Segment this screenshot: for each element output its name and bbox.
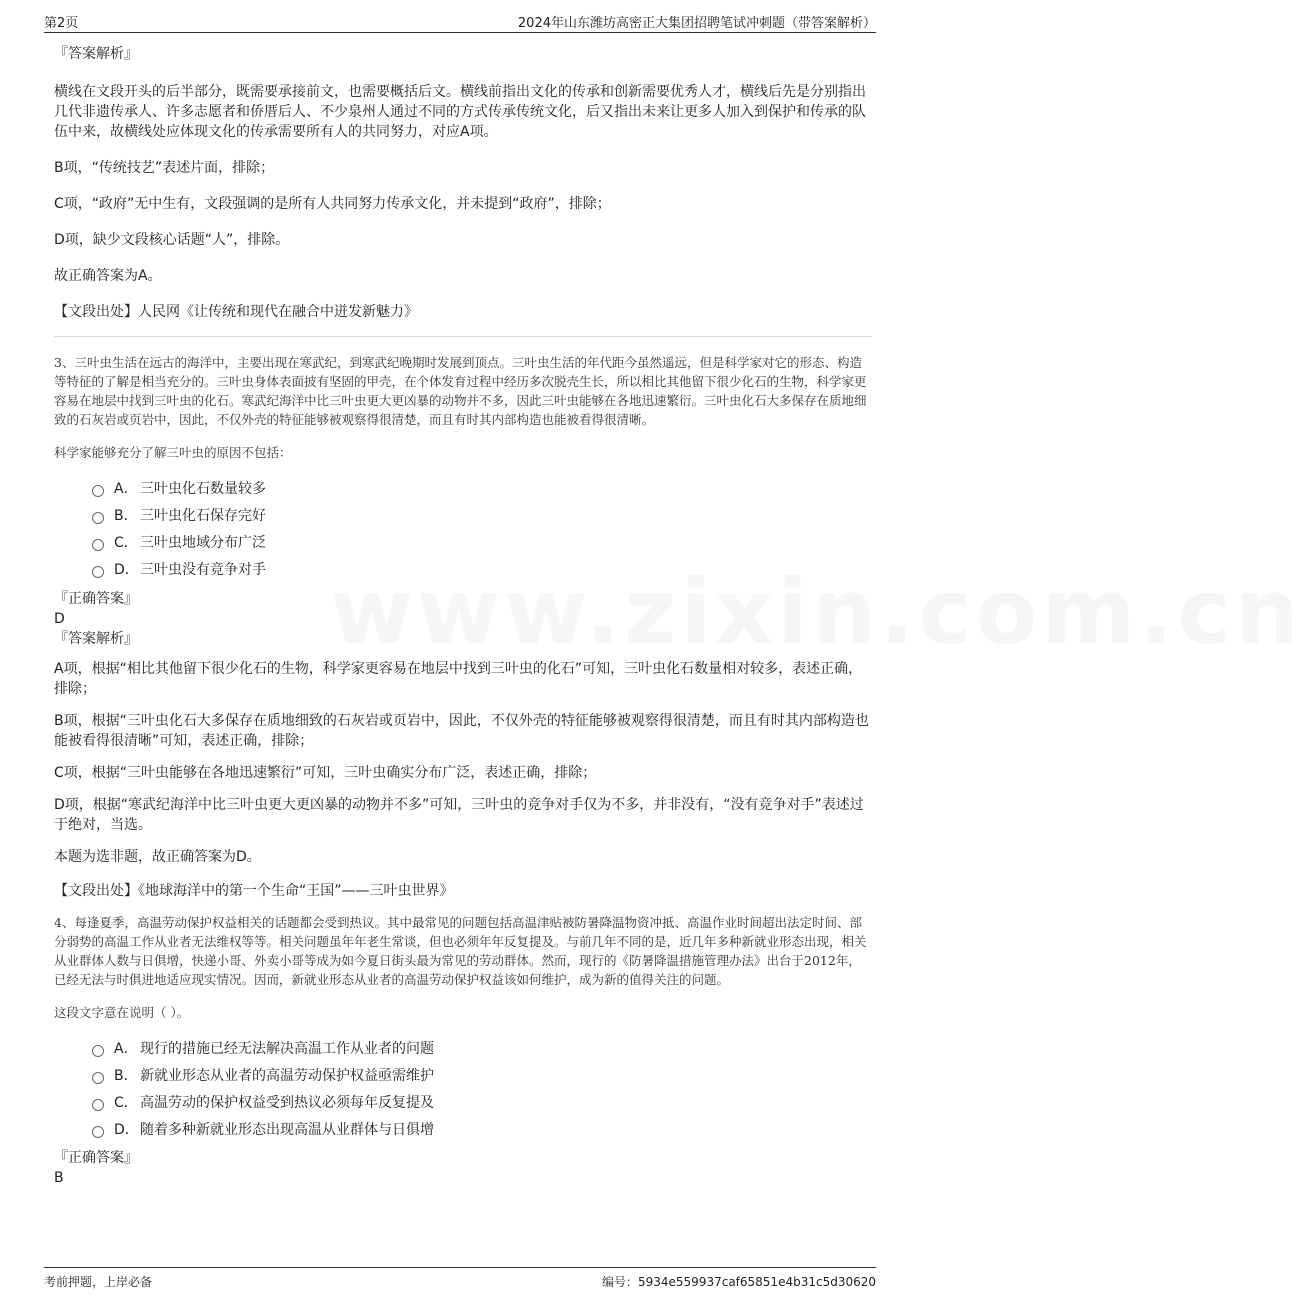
radio-icon[interactable] <box>92 485 104 497</box>
q3-analysis-b: B项，根据“三叶虫化石大多保存在质地细致的石灰岩或页岩中，因此，不仅外壳的特征能够被观察得很清楚，而且有时其内部构造也能被看得很清晰”可知，表述正确，排除； <box>54 712 869 749</box>
q4-option-c[interactable] <box>92 1088 872 1115</box>
option-letter: A． <box>114 481 138 497</box>
q3-option-b[interactable] <box>92 502 872 529</box>
option-text: 三叶虫地域分布广泛 <box>140 535 266 551</box>
radio-icon[interactable] <box>92 566 104 578</box>
q3-conclusion: 本题为选非题，故正确答案为D。 <box>54 848 261 865</box>
q3-option-a[interactable] <box>92 475 872 502</box>
q3-analysis-label: 『答案解析』 <box>54 630 138 647</box>
option-letter: C． <box>114 535 138 551</box>
q4-option-a[interactable] <box>92 1034 872 1061</box>
q3-analysis-d: D项，根据“寒武纪海洋中比三叶虫更大更凶暴的动物并不多”可知，三叶虫的竞争对手仅为不多，并非没有，“没有竞争对手”表述过于绝对，当选。 <box>54 796 864 833</box>
q4-options <box>92 1034 872 1142</box>
q3-source: 【文段出处】《地球海洋中的第一个生命“王国”——三叶虫世界》 <box>54 882 454 899</box>
q4-option-d[interactable] <box>92 1115 872 1142</box>
option-letter: D． <box>114 562 139 578</box>
page-content <box>54 40 872 1188</box>
watermark: www.zixin.com.cn <box>330 560 1303 665</box>
q3-analysis-a: A项，根据“相比其他留下很少化石的生物，科学家更容易在地层中找到三叶虫的化石”可知，三叶虫化石数量相对较多，表述正确，排除； <box>54 660 863 697</box>
option-text: 三叶虫化石数量较多 <box>140 481 266 497</box>
q2-analysis-para-4: D项，缺少文段核心话题“人”，排除。 <box>54 232 290 248</box>
q4-answer: B <box>54 1170 64 1186</box>
page-number: 第2页 <box>44 16 79 31</box>
page-header <box>44 10 876 33</box>
q3-analysis-c: C项，根据“三叶虫能够在各地迅速繁衍”可知，三叶虫确实分布广泛，表述正确，排除； <box>54 764 597 781</box>
q3-options <box>92 475 872 583</box>
q3-stem: 3、三叶虫生活在远古的海洋中，主要出现在寒武纪，到寒武纪晚期时发展到顶点。三叶虫生活的年代距今虽然遥远，但是科学家对它的形态、构造等特征的了解是相当充分的。三叶虫身体表面披有坚固的甲壳，在个体发育过程中经历多次脱壳生长，所以相比其他留下很少化石的生物，科学家更容易在地层中找到三叶虫的化石。寒武纪海洋中比三叶虫更大更凶暴的动物并不多，因此三叶虫能够在各地迅速繁衍。三叶虫化石大多保存在质地细致的石灰岩或页岩中，因此，不仅外壳的特征能够被观察得很清楚，而且有时其内部构造也能被看得很清晰。 <box>54 355 867 427</box>
radio-icon[interactable] <box>92 1045 104 1057</box>
option-text: 高温劳动的保护权益受到热议必须每年反复提及 <box>140 1094 434 1111</box>
q4-question: 这段文字意在说明（ ）。 <box>54 1004 190 1020</box>
q2-source: 【文段出处】人民网《让传统和现代在融合中迸发新魅力》 <box>54 304 418 320</box>
document-id: 编号：5934e559937caf65851e4b31c5d30620 <box>601 1275 876 1289</box>
radio-icon[interactable] <box>92 1072 104 1084</box>
q2-analysis-label: 『答案解析』 <box>54 46 138 62</box>
q3-question: 科学家能够充分了解三叶虫的原因不包括： <box>54 445 292 460</box>
page-footer <box>44 1267 876 1290</box>
q4-answer-label: 『正确答案』 <box>54 1150 138 1166</box>
radio-icon[interactable] <box>92 539 104 551</box>
radio-icon[interactable] <box>92 1099 104 1111</box>
q2-analysis-para-2: B项，“传统技艺”表述片面，排除； <box>54 160 275 176</box>
q3-answer: D <box>54 610 65 627</box>
radio-icon[interactable] <box>92 1126 104 1138</box>
q3-option-c[interactable] <box>92 529 872 556</box>
option-letter: D． <box>114 1121 139 1138</box>
option-text: 三叶虫没有竞争对手 <box>140 562 266 578</box>
option-letter: A． <box>114 1040 138 1057</box>
option-text: 随着多种新就业形态出现高温从业群体与日俱增 <box>140 1121 434 1138</box>
q3-option-d[interactable] <box>92 556 872 583</box>
q2-analysis-para-3: C项，“政府”无中生有，文段强调的是所有人共同努力传承文化，并未提到“政府”，排除； <box>54 196 611 212</box>
q4-option-b[interactable] <box>92 1061 872 1088</box>
q3-answer-label: 『正确答案』 <box>54 590 138 607</box>
option-letter: B． <box>114 1067 138 1084</box>
document-title: 2024年山东潍坊高密正大集团招聘笔试冲刺题（带答案解析） <box>517 16 876 31</box>
option-letter: C． <box>114 1094 138 1111</box>
option-text: 三叶虫化石保存完好 <box>140 508 266 524</box>
option-text: 新就业形态从业者的高温劳动保护权益亟需维护 <box>140 1067 434 1084</box>
q2-analysis-para-1: 横线在文段开头的后半部分，既需要承接前文，也需要概括后文。横线前指出文化的传承和创新需要优秀人才，横线后先是分别指出几代非遗传承人、许多志愿者和侨厝后人、不少泉州人通过不同的方式传承传统文化，后又指出未来让更多人加入到保护和传承的队伍中来，故横线处应体现文化的传承需要所有人的共同努力，对应A项。 <box>54 84 866 140</box>
divider <box>54 336 872 337</box>
q2-analysis-conclusion: 故正确答案为A。 <box>54 268 162 284</box>
footer-slogan: 考前押题，上岸必备 <box>44 1275 153 1289</box>
option-letter: B． <box>114 508 138 524</box>
q4-stem: 4、每逢夏季，高温劳动保护权益相关的话题都会受到热议。其中最常见的问题包括高温津贴被防暑降温物资冲抵、高温作业时间超出法定时间、部分弱势的高温工作从业者无法维权等等。相关问题虽年年老生常谈，但也必须年年反复提及。与前几年不同的是，近几年多种新就业形态出现，相关从业群体人数与日俱增，快递小哥、外卖小哥等成为如今夏日街头最为常见的劳动群体。然而，现行的《防暑降温措施管理办法》出台于2012年，已经无法与时俱进地适应现实情况。因而，新就业形态从业者的高温劳动保护权益该如何维护，成为新的值得关注的问题。 <box>54 914 867 987</box>
option-text: 现行的措施已经无法解决高温工作从业者的问题 <box>140 1040 434 1057</box>
radio-icon[interactable] <box>92 512 104 524</box>
